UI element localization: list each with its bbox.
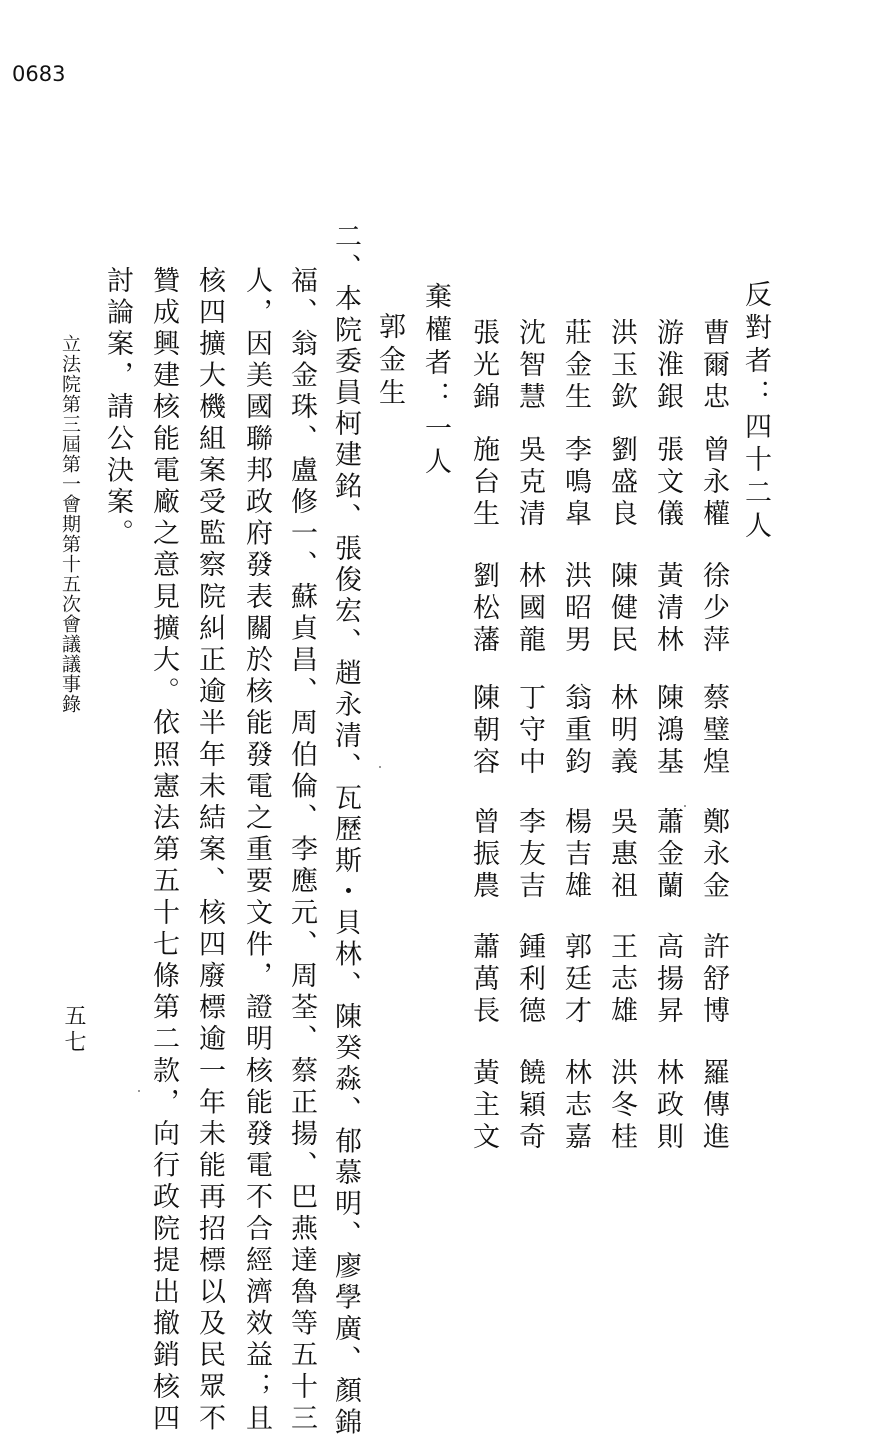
voter-name: 黃主文 [468, 1058, 499, 1154]
voter-name: 沈智慧 [514, 318, 545, 414]
voter-name: 陳鴻基 [652, 683, 683, 779]
voter-name: 劉松藩 [468, 561, 499, 657]
motion-line-5: 贊成興建核能電廠之意見擴大。依照憲法第五十七條第二款，向行政院提出撤銷核四 [148, 266, 179, 1436]
voter-name: 郭廷才 [560, 932, 591, 1028]
motion-line-2: 福、翁金珠、盧修一、蘇貞昌、周伯倫、李應元、周荃、蔡正揚、巴燕達魯等五十三 [286, 266, 317, 1436]
voter-name: 張文儀 [652, 435, 683, 531]
voter-name: 游淮銀 [652, 318, 683, 414]
voter-name: 劉盛良 [606, 435, 637, 531]
motion-line-6: 討論案，請公決案。 [102, 266, 133, 551]
voter-name: 李鳴皐 [560, 435, 591, 531]
voter-name: 蕭萬長 [468, 932, 499, 1028]
voter-name: 林志嘉 [560, 1058, 591, 1154]
voter-name: 鍾利德 [514, 932, 545, 1028]
voter-name: 丁守中 [514, 683, 545, 779]
voter-name: 陳健民 [606, 561, 637, 657]
voter-name: 施台生 [468, 435, 499, 531]
abstain-name: 郭金生 [374, 312, 405, 411]
opposed-header: 反對者：四十二人 [740, 280, 771, 544]
voter-name: 吳惠祖 [606, 807, 637, 903]
motion-line-1: 二、本院委員柯建銘、張俊宏、趙永清、瓦歷斯・貝林、陳癸淼、郁慕明、廖學廣、顏錦 [330, 222, 361, 1439]
scan-speck [684, 805, 686, 807]
voter-name: 曾永權 [698, 435, 729, 531]
sheet-number: 五七 [61, 1004, 86, 1056]
voter-name: 洪昭男 [560, 561, 591, 657]
scan-id: 0683 [12, 62, 66, 86]
voter-name: 林政則 [652, 1058, 683, 1154]
voter-name: 翁重鈞 [560, 683, 591, 779]
voter-name: 林國龍 [514, 561, 545, 657]
motion-line-3: 人，因美國聯邦政府發表關於核能發電之重要文件，證明核能發電不合經濟效益；且 [241, 266, 272, 1436]
voter-name: 莊金生 [560, 318, 591, 414]
voter-name: 李友吉 [514, 807, 545, 903]
voter-name: 洪冬桂 [606, 1058, 637, 1154]
motion-line-4: 核四擴大機組案受監察院糾正逾半年未結案、核四廢標逾一年未能再招標以及民眾不 [194, 266, 225, 1436]
voter-name: 王志雄 [606, 932, 637, 1028]
voter-name: 徐少萍 [698, 561, 729, 657]
voter-name: 高揚昇 [652, 932, 683, 1028]
voter-name: 吳克清 [514, 435, 545, 531]
abstain-header: 棄權者：一人 [420, 282, 451, 480]
running-title: 立法院第三屆第一會期第十五次會議議事錄 [59, 334, 81, 714]
voter-name: 曾振農 [468, 807, 499, 903]
voter-name: 羅傳進 [698, 1058, 729, 1154]
voter-name: 陳朝容 [468, 683, 499, 779]
voter-name: 饒穎奇 [514, 1058, 545, 1154]
voter-name: 曹爾忠 [698, 318, 729, 414]
voter-name: 洪玉欽 [606, 318, 637, 414]
voter-name: 張光錦 [468, 318, 499, 414]
voter-name: 許舒博 [698, 932, 729, 1028]
voter-name: 黃清林 [652, 561, 683, 657]
voter-name: 蕭金蘭 [652, 807, 683, 903]
voter-name: 鄭永金 [698, 807, 729, 903]
voter-name: 蔡璧煌 [698, 683, 729, 779]
voter-name: 楊吉雄 [560, 807, 591, 903]
scan-speck [138, 1090, 140, 1092]
voter-name: 林明義 [606, 683, 637, 779]
scan-speck [379, 766, 381, 768]
